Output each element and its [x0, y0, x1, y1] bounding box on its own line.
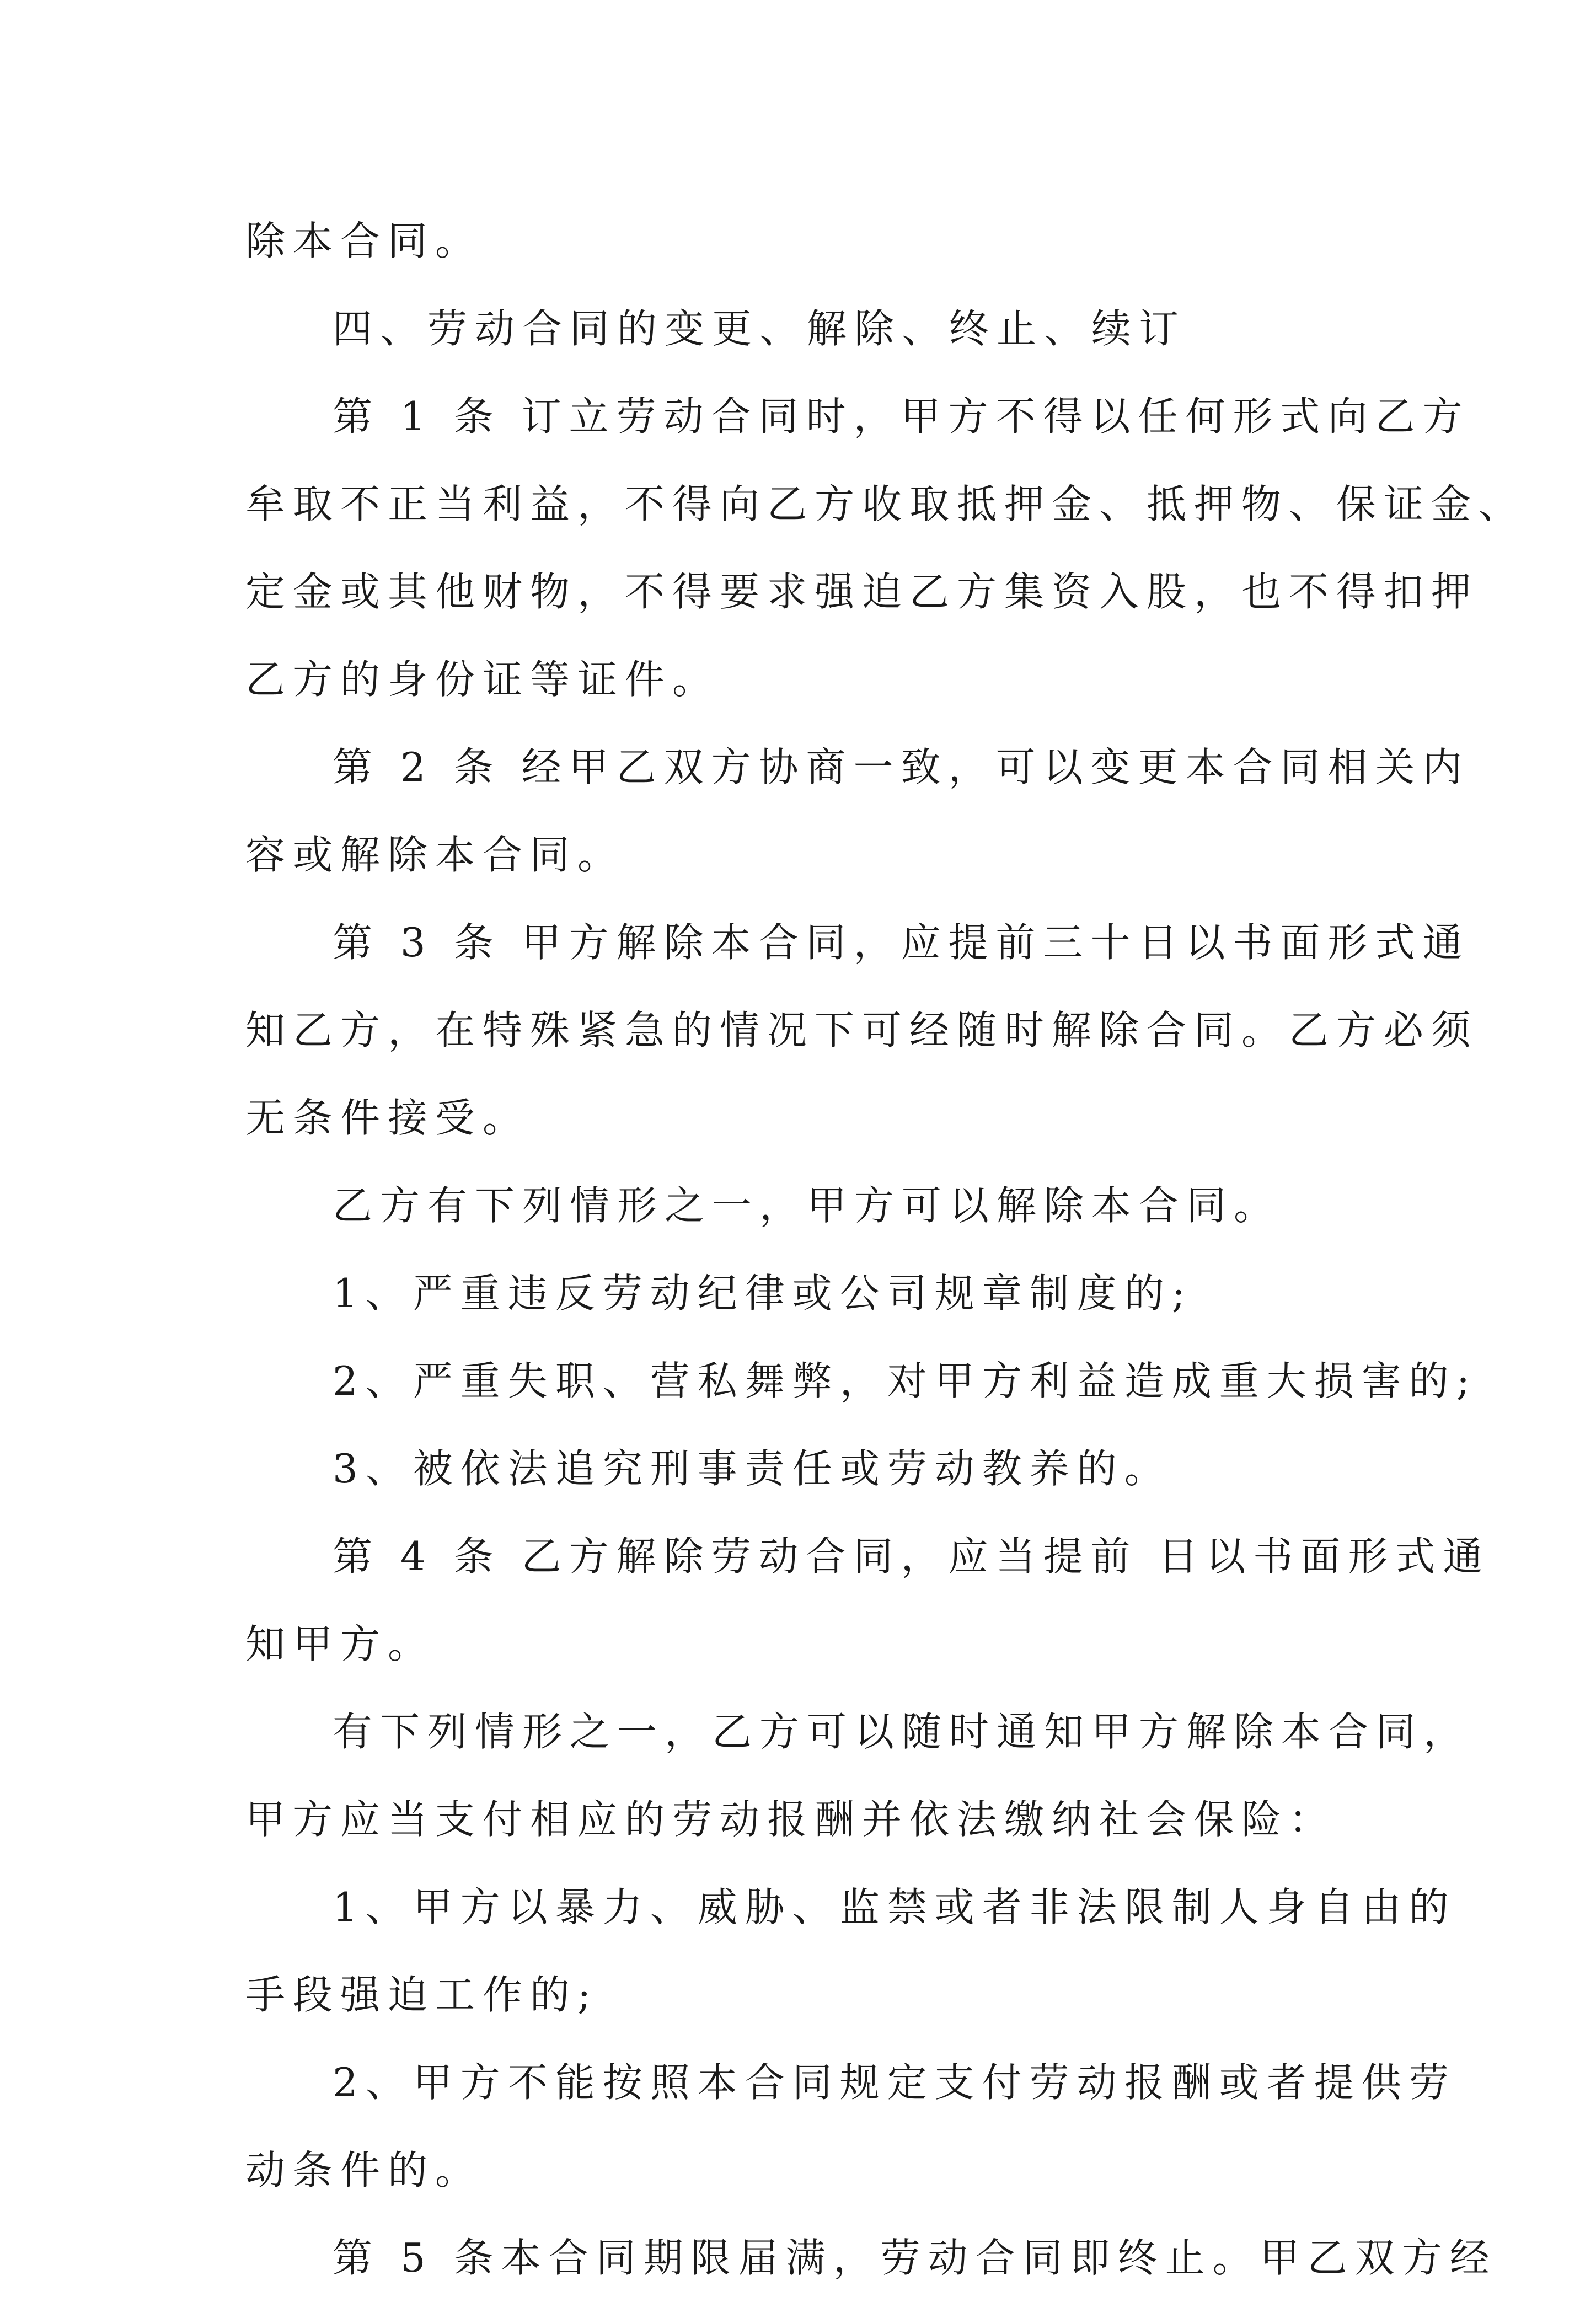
list-item-line: 1、严重违反劳动纪律或公司规章制度的;	[333, 1270, 1193, 1316]
text-line: 第 1 条 订立劳动合同时，甲方不得以任何形式向乙方	[333, 393, 1470, 440]
list-item-line: 2、甲方不能按照本合同规定支付劳动报酬或者提供劳	[333, 2059, 1456, 2106]
text-line: 第 2 条 经甲乙双方协商一致，可以变更本合同相关内	[333, 744, 1470, 790]
text-line: 第 4 条 乙方解除劳动合同，应当提前 日以书面形式通	[333, 1533, 1491, 1580]
text-line: 乙方的身份证等证件。	[245, 656, 720, 703]
text-line: 无条件接受。	[245, 1095, 531, 1141]
text-line: 除本合同。	[245, 218, 483, 264]
text-line: 甲方应当支付相应的劳动报酬并依法缴纳社会保险：	[245, 1796, 1337, 1843]
text-line: 乙方有下列情形之一，甲方可以解除本合同。	[333, 1182, 1282, 1229]
text-line: 手段强迫工作的;	[245, 1972, 599, 2018]
text-line: 牟取不正当利益，不得向乙方收取抵押金、抵押物、保证金、	[245, 481, 1527, 527]
text-line: 第 5 条本合同期限届满，劳动合同即终止。甲乙双方经	[333, 2235, 1497, 2281]
list-item-line: 1、甲方以暴力、威胁、监禁或者非法限制人身自由的	[333, 1884, 1456, 1930]
text-line: 动条件的。	[245, 2147, 483, 2193]
text-line: 知甲方。	[245, 1621, 436, 1667]
text-line: 知乙方，在特殊紧急的情况下可经随时解除合同。乙方必须	[245, 1007, 1479, 1053]
text-line: 有下列情形之一，乙方可以随时通知甲方解除本合同，	[333, 1709, 1471, 1755]
text-line: 第 3 条 甲方解除本合同，应提前三十日以书面形式通	[333, 919, 1470, 966]
text-line: 定金或其他财物，不得要求强迫乙方集资入股，也不得扣押	[245, 569, 1479, 615]
section-heading-line: 四、劳动合同的变更、解除、终止、续订	[333, 306, 1187, 352]
list-item-line: 2、严重失职、营私舞弊，对甲方利益造成重大损害的;	[333, 1358, 1478, 1404]
list-item-line: 3、被依法追究刑事责任或劳动教养的。	[333, 1446, 1172, 1492]
contract-body-text	[245, 197, 1527, 2302]
text-line: 容或解除本合同。	[245, 832, 625, 878]
